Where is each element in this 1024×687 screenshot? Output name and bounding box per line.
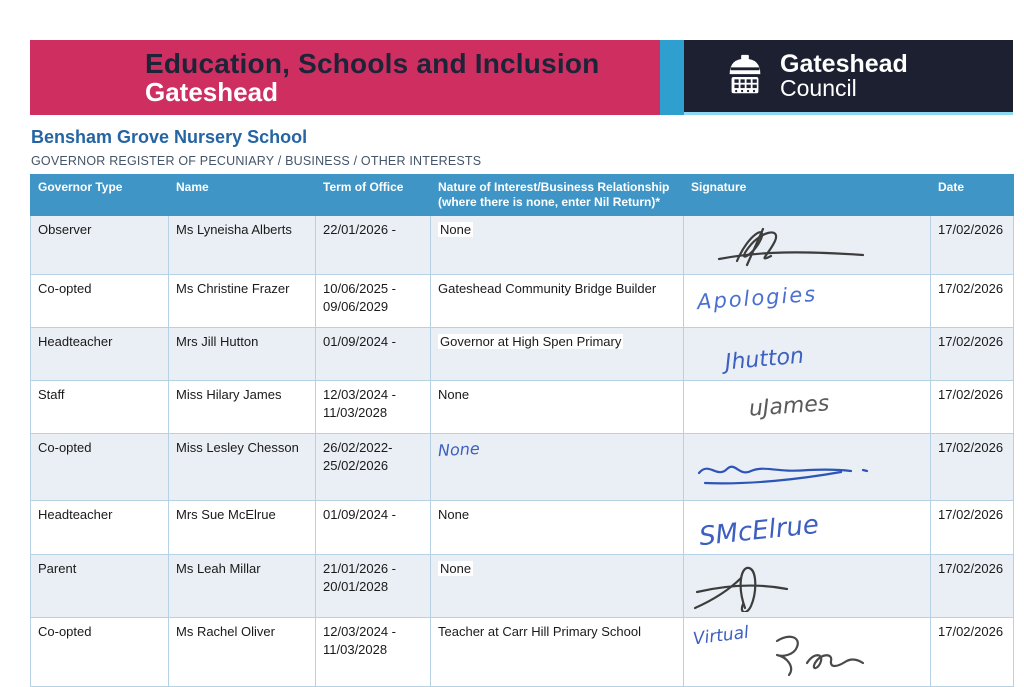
date-cell: 17/02/2026	[931, 555, 1014, 618]
council-logo-box	[684, 40, 1013, 115]
date-cell: 17/02/2026	[931, 618, 1014, 687]
department-title: Education, Schools and Inclusion	[145, 47, 600, 79]
signature-cell	[684, 328, 931, 381]
col-header-term: Term of Office	[316, 175, 431, 216]
name-cell: Mrs Sue McElrue	[169, 501, 316, 555]
name-cell: Mrs Jill Hutton	[169, 328, 316, 381]
date-cell: 17/02/2026	[931, 434, 1014, 501]
term-cell: 12/03/2024 - 11/03/2028	[316, 618, 431, 687]
term-cell: 01/09/2024 -	[316, 328, 431, 381]
signature-scribble	[757, 629, 897, 681]
term-cell: 01/09/2024 -	[316, 501, 431, 555]
col-header-governor-type: Governor Type	[31, 175, 169, 216]
banner-blue-strip	[660, 40, 684, 115]
term-cell: 22/01/2026 -	[316, 216, 431, 275]
signature-scribble	[691, 560, 916, 612]
handwritten-nature: None	[437, 438, 481, 461]
signature-cell	[684, 381, 931, 434]
governor-type-cell: Parent	[31, 555, 169, 618]
term-cell: 26/02/2022- 25/02/2026	[316, 434, 431, 501]
nature-cell: None	[431, 381, 684, 434]
nature-cell: Teacher at Carr Hill Primary School	[431, 618, 684, 687]
table-row	[31, 555, 1014, 618]
col-header-name: Name	[169, 175, 316, 216]
table-row	[31, 618, 1014, 687]
term-cell: 10/06/2025 - 09/06/2029	[316, 275, 431, 328]
name-cell: Ms Leah Millar	[169, 555, 316, 618]
handwritten-signature: Apologies	[696, 281, 818, 315]
governor-type-cell: Co-opted	[31, 618, 169, 687]
nature-cell: None	[431, 501, 684, 555]
name-cell: Ms Christine Frazer	[169, 275, 316, 328]
table-header-row	[31, 175, 1014, 216]
nature-cell: Governor at High Spen Primary	[431, 328, 684, 381]
register-subtitle: GOVERNOR REGISTER OF PECUNIARY / BUSINESS / OTHER INTERESTS	[31, 154, 482, 168]
council-logo-sub: Council	[780, 75, 857, 102]
council-logo-text	[780, 49, 908, 102]
nature-cell	[431, 434, 684, 501]
signature-cell	[684, 434, 931, 501]
date-cell: 17/02/2026	[931, 381, 1014, 434]
date-cell: 17/02/2026	[931, 216, 1014, 275]
department-region: Gateshead	[145, 76, 278, 107]
handwritten-signature: Jhutton	[724, 343, 805, 376]
date-cell: 17/02/2026	[931, 275, 1014, 328]
term-cell: 21/01/2026 - 20/01/2028	[316, 555, 431, 618]
header-banner	[30, 40, 1013, 115]
table-row	[31, 275, 1014, 328]
name-cell: Ms Lyneisha Alberts	[169, 216, 316, 275]
nature-cell: None	[431, 216, 684, 275]
term-cell: 12/03/2024 - 11/03/2028	[316, 381, 431, 434]
department-banner	[30, 40, 660, 115]
table-row	[31, 328, 1014, 381]
table-row	[31, 381, 1014, 434]
nature-cell: None	[431, 555, 684, 618]
gateshead-council-building-icon	[722, 53, 768, 99]
signature-cell	[684, 275, 931, 328]
governor-type-cell: Co-opted	[31, 434, 169, 501]
signature-cell	[684, 555, 931, 618]
signature-scribble	[691, 447, 916, 495]
handwritten-annotation: Virtual	[691, 622, 750, 650]
handwritten-signature: uJames	[748, 391, 831, 422]
page-title: Bensham Grove Nursery School	[31, 127, 308, 147]
governor-type-cell: Co-opted	[31, 275, 169, 328]
signature-cell	[684, 501, 931, 555]
governor-register-table	[30, 174, 1014, 687]
governor-type-cell: Staff	[31, 381, 169, 434]
governor-type-cell: Observer	[31, 216, 169, 275]
col-header-nature	[431, 175, 684, 216]
signature-cell	[684, 618, 931, 687]
date-cell: 17/02/2026	[931, 328, 1014, 381]
table-row	[31, 216, 1014, 275]
nature-cell: Gateshead Community Bridge Builder	[431, 275, 684, 328]
date-cell: 17/02/2026	[931, 501, 1014, 555]
name-cell: Miss Lesley Chesson	[169, 434, 316, 501]
signature-scribble	[691, 221, 916, 269]
col-header-nature-line2: (where there is none, enter Nil Return)*	[438, 195, 661, 209]
col-header-signature: Signature	[684, 175, 931, 216]
col-header-nature-line1: Nature of Interest/Business Relationship	[438, 180, 670, 194]
council-logo-name: Gateshead	[780, 49, 908, 78]
col-header-date: Date	[931, 175, 1014, 216]
table-row	[31, 434, 1014, 501]
signature-cell	[684, 216, 931, 275]
governor-type-cell: Headteacher	[31, 328, 169, 381]
handwritten-signature: SMcElrue	[697, 509, 821, 553]
governor-type-cell: Headteacher	[31, 501, 169, 555]
table-row	[31, 501, 1014, 555]
name-cell: Ms Rachel Oliver	[169, 618, 316, 687]
name-cell: Miss Hilary James	[169, 381, 316, 434]
